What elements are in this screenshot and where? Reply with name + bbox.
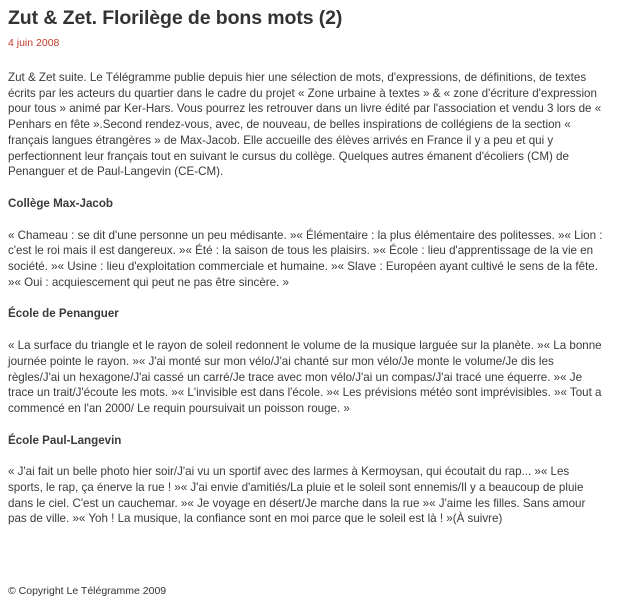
article [8,6,606,527]
section-heading-penanguer: École de Penanguer [8,307,119,321]
article-body [8,70,606,527]
section-text-paul-langevin: « J'ai fait un belle photo hier soir/J'ai vu un sportif avec des larmes à Kermoysan, qui écoutait du rap... »« Les sports, le rap, ça énerve la rue ! »« J'ai envie d'amitiés/La pluie et le soleil sont ennemis/Il y a beaucoup de pluie dans le ciel. C'est un cauchemar. »« Je voyage en désert/Je marche dans la rue »« J'aime les filles. Sans amour pas de ville. »« Yoh ! La musique, la confiance sont en moi parce que le soleil est là ! »(À suivre) [8,465,586,526]
article-intro: Zut & Zet suite. Le Télégramme publie depuis hier une sélection de mots, d'expressions, de définitions, de textes écrits par les acteurs du quartier dans le cadre du projet « Zone urbaine à textes » & « zone d'écriture d'expression pour tous » animé par Ker-Hars. Vous pourrez les retrouver dans un livre édité par l'association et vendu 3 lors de « Penhars en fête ».Second rendez-vous, avec, de nouveau, de belles inspirations de collégiens de la section « français langues étrangères » de Max-Jacob. Elle accueille des élèves arrivés en France il y a peu et qui y perfectionnent leur français tout en suivant le cursus du collège. Quelques autres émanent d'écoliers (CM) de Penanguer et de Paul-Langevin (CE-CM). [8,71,602,179]
section-heading-max-jacob: Collège Max-Jacob [8,196,114,210]
copyright-notice: © Copyright Le Télégramme 2009 [8,585,167,597]
section-text-max-jacob: « Chameau : se dit d'une personne un peu médisante. »« Élémentaire : la plus élémentaire des politesses. »« Lion : c'est le roi mais il est dangereux. »« Été : la saison de tous les plaisirs. »« École : lieu d'apprentissage de la vie en société. »« Usine : lieu d'exploitation commerciale et humaine. »« Slave : Européen ayant cultivé le sens de la fête. »« Oui : acquiescement qui peut ne pas être sincère. » [8,228,603,289]
article-title: Zut & Zet. Florilège de bons mots (2) [8,7,343,29]
section-text-penanguer: « La surface du triangle et le rayon de soleil redonnent le volume de la musique larguée sur la planète. »« La bonne journée pointe le rayon. »« J'ai monté sur mon vélo/J'ai chanté sur mon vélo/Je monte le volume/Je dis les règles/J'ai un hexagone/J'ai cassé un carré/Je trace avec mon vélo/J'ai un compas/J'ai tracé une équerre. »« Je trace un trait/J'écoute les mots. »« L'invisible est dans l'école. »« Les prévisions météo sont imprévisibles. »« Tout a commencé en l'an 2000/ Le requin poursuivait un poisson rouge. » [8,339,602,415]
section-heading-paul-langevin: École Paul-Langevin [8,433,122,447]
article-date: 4 juin 2008 [8,37,60,49]
